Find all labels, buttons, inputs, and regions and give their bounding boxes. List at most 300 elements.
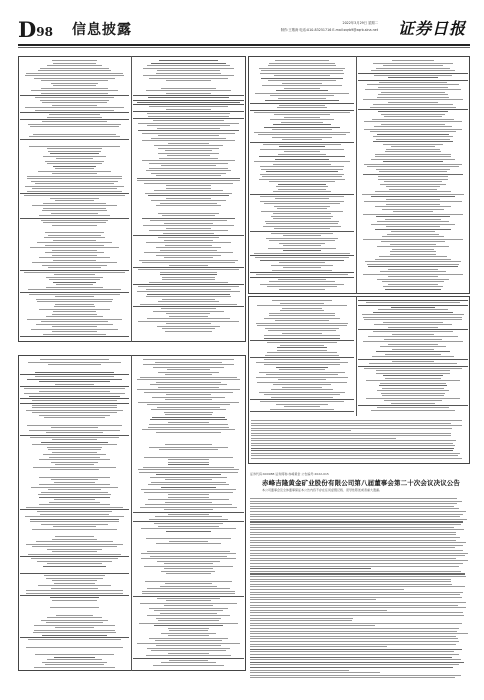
text-line — [160, 250, 217, 251]
text-line — [142, 160, 235, 161]
text-line — [250, 508, 459, 509]
text-line — [384, 181, 443, 182]
text-line — [250, 589, 404, 590]
text-line — [250, 573, 465, 574]
text-line — [39, 391, 111, 392]
text-line — [261, 169, 342, 170]
text-line — [363, 317, 462, 318]
text-line — [390, 244, 436, 245]
text-line — [267, 342, 337, 343]
text-line — [147, 404, 231, 405]
header-rule-thin — [18, 47, 470, 48]
text-line — [154, 190, 223, 191]
text-line — [42, 662, 106, 663]
text-line — [55, 304, 93, 305]
table-row-rule — [358, 80, 468, 81]
text-line — [31, 90, 117, 91]
text-line — [161, 308, 215, 309]
table-row-rule — [20, 556, 129, 557]
text-line — [146, 655, 230, 656]
text-line — [276, 404, 328, 405]
text-line — [250, 550, 463, 551]
text-line — [251, 443, 453, 444]
text-line — [364, 319, 462, 320]
text-line — [38, 70, 111, 71]
text-line — [52, 105, 98, 106]
text-line — [55, 200, 94, 201]
text-line — [151, 482, 225, 483]
text-line — [165, 374, 212, 375]
text-line — [27, 178, 121, 179]
text-line — [378, 179, 447, 180]
text-line — [150, 384, 226, 385]
text-line — [250, 633, 468, 634]
text-line — [153, 120, 224, 121]
text-line — [281, 122, 324, 123]
text-line — [35, 654, 115, 655]
text-line — [148, 116, 230, 117]
text-line — [51, 83, 98, 84]
text-line — [284, 151, 320, 152]
text-line — [26, 73, 124, 74]
text-line — [384, 339, 441, 340]
table-row-rule — [133, 100, 244, 101]
text-line — [166, 313, 210, 314]
table-row-rule — [358, 329, 468, 330]
text-line — [145, 581, 232, 582]
text-line — [164, 563, 213, 564]
text-line — [42, 210, 106, 211]
text-line — [378, 111, 448, 112]
text-line — [42, 635, 108, 636]
text-line — [56, 158, 94, 159]
text-line — [152, 417, 226, 418]
text-line — [386, 149, 440, 150]
text-line — [28, 362, 120, 363]
text-line — [383, 144, 444, 145]
text-line — [166, 188, 212, 189]
text-line — [383, 375, 442, 376]
text-line — [269, 313, 334, 314]
text-line — [32, 444, 118, 445]
text-line — [266, 374, 338, 375]
text-line — [168, 514, 209, 515]
text-line — [50, 597, 100, 598]
text-line — [266, 238, 337, 239]
text-line — [268, 80, 336, 81]
text-line — [41, 442, 108, 443]
text-line — [52, 60, 97, 61]
text-line — [388, 102, 438, 103]
table-row-rule — [20, 95, 129, 96]
text-line — [142, 262, 235, 263]
text-line — [162, 328, 215, 329]
text-line — [280, 345, 325, 346]
text-line — [52, 326, 96, 327]
table-row-rule — [250, 142, 354, 143]
text-line — [158, 153, 218, 154]
text-line — [377, 279, 449, 280]
text-line — [37, 511, 111, 512]
table-row-rule — [133, 306, 244, 307]
text-line — [52, 439, 96, 440]
text-line — [165, 444, 213, 445]
text-line — [367, 84, 459, 85]
text-line — [261, 78, 343, 79]
text-line — [156, 432, 222, 433]
table-row-rule — [20, 573, 129, 574]
text-line — [34, 625, 114, 626]
text-line — [256, 377, 347, 378]
text-line — [158, 301, 219, 302]
text-line — [284, 406, 320, 407]
text-line — [388, 269, 438, 270]
text-line — [166, 600, 210, 601]
text-line — [269, 240, 335, 241]
table-row-rule — [20, 193, 129, 194]
text-line — [153, 665, 224, 666]
text-line — [250, 537, 460, 538]
text-line — [168, 464, 209, 465]
text-line — [250, 560, 468, 561]
text-line — [377, 97, 449, 98]
text-line — [50, 153, 98, 154]
text-line — [41, 80, 107, 81]
text-line — [364, 121, 461, 122]
text-line — [151, 650, 227, 651]
text-line — [37, 301, 113, 302]
text-line — [137, 389, 240, 390]
text-line — [386, 226, 441, 227]
text-line — [250, 542, 466, 543]
text-line — [375, 156, 451, 157]
text-line — [385, 151, 441, 152]
table-row-rule — [20, 637, 129, 638]
text-line — [265, 221, 338, 222]
text-line — [371, 410, 455, 411]
text-line — [151, 63, 225, 64]
text-line — [273, 164, 330, 165]
text-line — [51, 427, 98, 428]
text-line — [381, 393, 445, 394]
text-line — [391, 231, 435, 232]
text-line — [260, 174, 344, 175]
text-line — [43, 222, 106, 223]
text-line — [165, 331, 212, 332]
text-line — [377, 221, 449, 222]
text-line — [268, 65, 336, 66]
text-line — [42, 102, 108, 103]
table-row-rule — [133, 512, 244, 513]
text-line — [52, 580, 97, 581]
text-line — [376, 370, 451, 371]
text-line — [250, 581, 451, 582]
table-row-rule — [20, 270, 129, 271]
text-line — [168, 497, 209, 498]
text-line — [138, 402, 239, 403]
text-line — [274, 75, 329, 76]
table-row-rule — [133, 104, 244, 105]
text-line — [259, 179, 345, 180]
table-row-rule — [20, 119, 129, 120]
text-line — [55, 464, 93, 465]
text-line — [169, 541, 208, 542]
text-line — [250, 646, 387, 647]
text-line — [283, 245, 322, 246]
text-line — [375, 154, 451, 155]
text-line — [146, 538, 231, 539]
text-line — [250, 610, 387, 611]
text-line — [250, 568, 371, 569]
text-line — [262, 85, 343, 86]
text-line — [26, 590, 124, 591]
text-line — [44, 237, 106, 238]
text-line — [250, 540, 456, 541]
text-line — [250, 677, 455, 678]
text-line — [260, 73, 344, 74]
text-line — [48, 449, 101, 450]
text-line — [168, 422, 210, 423]
text-line — [150, 220, 226, 221]
text-line — [35, 376, 113, 377]
text-line — [365, 89, 460, 90]
text-line — [35, 183, 113, 184]
text-line — [255, 93, 349, 94]
text-line — [164, 257, 213, 258]
text-line — [250, 657, 452, 658]
text-line — [259, 392, 344, 393]
table-row-rule — [250, 272, 354, 273]
text-line — [148, 195, 230, 196]
text-line — [263, 144, 342, 145]
text-line — [168, 462, 210, 463]
text-line — [254, 112, 351, 113]
text-line — [251, 440, 456, 441]
text-line — [251, 438, 396, 439]
text-line — [373, 141, 453, 142]
text-line — [385, 354, 441, 355]
text-line — [382, 209, 445, 210]
text-line — [49, 457, 99, 458]
text-line — [28, 124, 121, 125]
text-line — [250, 506, 454, 507]
table-row-rule — [20, 398, 129, 399]
text-line — [380, 184, 446, 185]
text-line — [250, 641, 459, 642]
text-line — [28, 639, 121, 640]
text-line — [156, 175, 220, 176]
text-line — [26, 647, 123, 648]
text-line — [39, 215, 109, 216]
text-line — [258, 134, 345, 135]
text-line — [384, 116, 443, 117]
text-line — [144, 392, 233, 393]
text-line — [260, 260, 345, 261]
text-line — [168, 494, 209, 495]
text-line — [256, 323, 347, 324]
text-line — [392, 361, 433, 362]
text-line — [55, 384, 94, 385]
text-line — [387, 234, 439, 235]
text-line — [46, 622, 103, 623]
text-line — [250, 514, 463, 515]
text-line — [34, 630, 115, 631]
page-number-badge — [18, 19, 53, 43]
text-line — [381, 114, 445, 115]
text-line — [160, 586, 217, 587]
text-line — [147, 551, 229, 552]
text-line — [47, 617, 102, 618]
text-line — [276, 367, 328, 368]
text-line — [168, 635, 208, 636]
text-line — [371, 159, 454, 160]
text-line — [250, 586, 465, 587]
text-line — [165, 399, 213, 400]
text-line — [52, 331, 96, 332]
text-line — [264, 394, 341, 395]
text-line — [166, 531, 210, 532]
text-line — [250, 651, 454, 652]
table-row-rule — [20, 403, 129, 404]
header-rule — [18, 44, 470, 46]
text-line — [270, 95, 333, 96]
text-line — [157, 70, 220, 71]
text-line — [144, 566, 233, 567]
text-line — [39, 497, 109, 498]
table-row-rule — [358, 359, 468, 360]
text-line — [364, 129, 461, 130]
text-line — [148, 97, 229, 98]
text-line — [154, 610, 222, 611]
text-line — [282, 333, 323, 334]
text-line — [261, 70, 344, 71]
text-line — [271, 265, 333, 266]
text-line — [363, 99, 463, 100]
right-column-divider-middle — [356, 296, 357, 416]
text-line — [250, 532, 456, 533]
text-line — [138, 130, 238, 131]
text-line — [272, 300, 332, 301]
text-line — [35, 372, 115, 373]
text-line — [47, 148, 102, 149]
text-line — [52, 551, 97, 552]
text-line — [53, 526, 96, 527]
text-line — [56, 284, 94, 285]
text-line — [43, 334, 106, 335]
text-line — [45, 664, 104, 665]
text-line — [158, 148, 220, 149]
text-line — [39, 415, 111, 416]
text-line — [250, 672, 380, 673]
text-line — [154, 523, 223, 524]
text-line — [385, 289, 440, 290]
text-line — [276, 186, 329, 187]
text-line — [143, 359, 234, 360]
text-line — [251, 423, 451, 424]
text-line — [250, 566, 459, 567]
text-line — [264, 364, 340, 365]
text-line — [147, 294, 229, 295]
text-line — [31, 487, 118, 488]
table-row-rule — [133, 267, 244, 268]
text-line — [151, 138, 226, 139]
text-line — [280, 310, 325, 311]
text-line — [392, 334, 434, 335]
text-line — [277, 350, 327, 351]
text-line — [250, 618, 353, 619]
text-line — [46, 316, 104, 317]
text-line — [55, 536, 95, 537]
text-line — [49, 502, 100, 503]
text-line — [39, 504, 110, 505]
text-line — [379, 171, 447, 172]
text-line — [38, 585, 112, 586]
text-line — [280, 303, 323, 304]
text-line — [24, 195, 125, 196]
text-line — [50, 607, 98, 608]
text-line — [376, 68, 450, 69]
text-line — [278, 98, 326, 99]
text-line — [34, 667, 114, 668]
text-line — [30, 126, 118, 127]
text-line — [24, 272, 124, 273]
text-line — [31, 329, 119, 330]
text-line — [36, 299, 114, 300]
text-line — [47, 447, 101, 448]
text-line — [165, 583, 211, 584]
text-line — [279, 105, 324, 106]
text-line — [45, 245, 103, 246]
text-line — [47, 65, 103, 66]
text-line — [250, 654, 459, 655]
text-line — [28, 554, 121, 555]
text-line — [380, 346, 445, 347]
text-line — [385, 378, 441, 379]
text-line — [270, 409, 334, 410]
text-line — [144, 457, 234, 458]
text-line — [250, 534, 456, 535]
text-line — [40, 68, 109, 69]
text-line — [250, 576, 466, 577]
text-line — [275, 198, 329, 199]
text-line — [167, 369, 211, 370]
text-line — [48, 267, 101, 268]
table-row-rule — [250, 110, 354, 111]
text-line — [250, 553, 468, 554]
text-line — [51, 479, 99, 480]
text-line — [373, 63, 453, 64]
text-line — [33, 632, 115, 633]
text-line — [363, 341, 463, 342]
text-line — [275, 320, 329, 321]
announcement-title: 赤峰吉隆黄金矿业股份有限公司第八届董事会第二十次会议决议公告 — [262, 479, 460, 487]
text-line — [271, 216, 332, 217]
text-line — [270, 119, 334, 120]
text-line — [53, 240, 96, 241]
text-line — [267, 352, 337, 353]
text-line — [393, 211, 433, 212]
text-line — [30, 437, 119, 438]
text-line — [363, 239, 463, 240]
text-line — [388, 77, 437, 78]
text-line — [272, 129, 332, 130]
text-line — [279, 262, 325, 263]
text-line — [367, 264, 459, 265]
text-line — [274, 206, 330, 207]
text-line — [379, 385, 448, 386]
text-line — [26, 410, 122, 411]
text-line — [162, 299, 215, 300]
